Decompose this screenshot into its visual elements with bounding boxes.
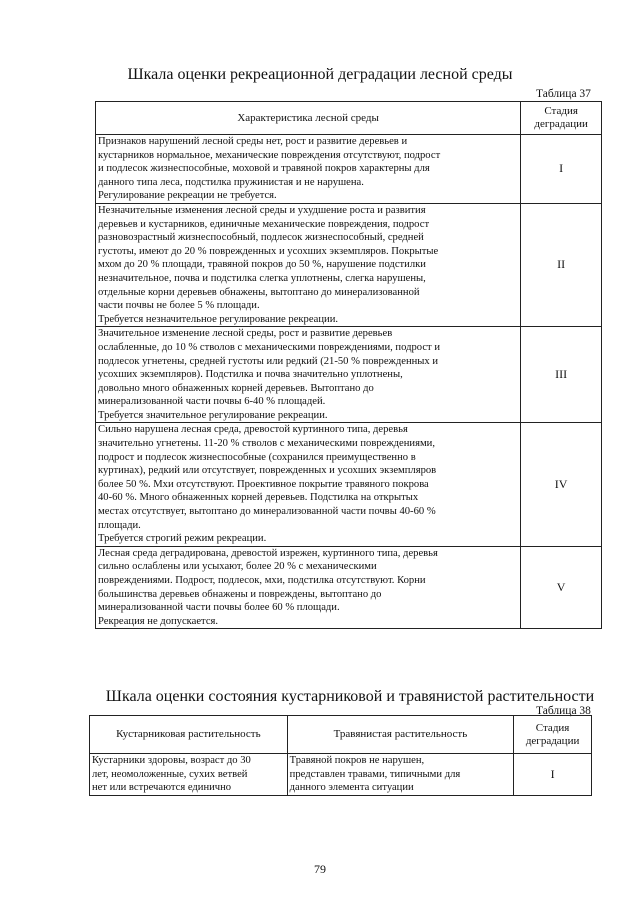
text-line: подрост и подлесок жизнеспособные (сохранился преимущественно в [98, 451, 416, 463]
text-line: значительно угнетены. 11-20 % стволов с механическими повреждениями, [98, 438, 435, 450]
text-line: Лесная среда деградирована, древостой изрежен, куртинного типа, деревья [98, 547, 438, 559]
text-line: густоты, имеют до 20 % поврежденных и усохших экземпляров. Покрытые [98, 245, 439, 257]
table-38-title: Шкала оценки состояния кустарниковой и травянистой растительности [105, 688, 595, 705]
text-line: подлесок угнетены, средней густоты или редкий (21-50 % поврежденных и [98, 355, 439, 367]
text-line: Значительное изменение лесной среды, рост и развитие деревьев [98, 328, 393, 340]
text-line: площади. [98, 519, 141, 531]
shrub-cell [90, 754, 288, 796]
text-line: отдельные корни деревьев обнажены, вытоптано до минерализованной [98, 286, 420, 298]
text-line: лет, неомоложенные, сухих ветвей [92, 768, 248, 780]
page-number: 79 [314, 862, 326, 876]
table-38-label: Таблица 38 [536, 705, 591, 717]
header-shrub: Кустарниковая растительность [90, 716, 288, 754]
text-line: части почвы не более 5 % площади. [98, 300, 260, 312]
stage-cell: IV [521, 423, 602, 546]
stage-cell: I [514, 754, 592, 796]
text-line: Регулирование рекреации не требуется. [98, 190, 277, 202]
text-line: минерализованной части почвы 6-40 % площадей. [98, 396, 326, 408]
text-line: данного элемента ситуации [289, 782, 414, 794]
table-row [96, 135, 602, 204]
text-line: местах отсутствует, вытоптано до минерализованной части почвы 40-60 % [98, 506, 436, 518]
stage-cell: I [521, 135, 602, 204]
text-line: сильно ослаблены или усыхают, более 20 % с механическими [98, 561, 377, 573]
text-line: Травяной покров не нарушен, [289, 755, 425, 766]
text-line: Рекреация не допускается. [98, 615, 219, 627]
characteristic-cell [96, 423, 521, 546]
table-38 [89, 715, 592, 796]
header-stage-38: Стадия деградации [514, 716, 592, 754]
text-line: Сильно нарушена лесная среда, древостой куртинного типа, деревья [98, 424, 408, 436]
table-37-label: Таблица 37 [536, 88, 591, 100]
stage-cell: II [521, 203, 602, 326]
characteristic-cell [96, 546, 521, 629]
header-stage: Стадия деградации [521, 102, 602, 135]
table-row [96, 203, 602, 326]
text-line: куртинах), редкий или отсутствует, поврежденных и усохших экземпляров [98, 465, 437, 477]
text-line: кустарников нормальное, механические повреждения отсутствуют, подрост [98, 149, 441, 161]
table-row [96, 546, 602, 629]
text-line: мхом до 20 % площади, травяной покров до 50 %, нарушение подстилки [98, 259, 426, 271]
table-row [96, 423, 602, 546]
text-line: данного типа леса, подстилка пружинистая и не нарушена. [98, 176, 364, 188]
text-line: Признаков нарушений лесной среды нет, рост и развитие деревьев и [98, 136, 408, 147]
table-row [96, 327, 602, 423]
table-row [90, 754, 592, 796]
text-line: ослабленные, до 10 % стволов с механическими повреждениями, подрост и [98, 341, 440, 353]
header-grass: Травянистая растительность [287, 716, 514, 754]
header-characteristic: Характеристика лесной среды [96, 102, 521, 135]
stage-cell: V [521, 546, 602, 629]
characteristic-cell [96, 327, 521, 423]
text-line: 40-60 %. Много обнаженных корней деревьев. Подстилка на открытых [98, 492, 419, 504]
text-line: Требуется значительное регулирование рекреации. [98, 409, 328, 421]
text-line: деревьев и кустарников, единичные механические повреждения, подрост [98, 218, 430, 230]
table-37-title: Шкала оценки рекреационной деградации лесной среды [127, 66, 513, 83]
stage-cell: III [521, 327, 602, 423]
text-line: Незначительные изменения лесной среды и ухудшение роста и развития [98, 204, 426, 216]
text-line: Кустарники здоровы, возраст до 30 [92, 755, 251, 766]
grass-cell [287, 754, 514, 796]
text-line: большинства деревьев обнажены и повреждены, вытоптано до [98, 588, 382, 600]
text-line: довольно много обнаженных корней деревьев. Вытоптано до [98, 382, 374, 394]
text-line: разновозрастный жизнеспособный, подлесок жизнеспособный, средней [98, 232, 424, 244]
text-line: и подлесок жизнеспособные, моховой и травяной покров характерны для [98, 163, 430, 175]
text-line: Требуется строгий режим рекреации. [98, 533, 267, 545]
text-line: повреждениями. Подрост, подлесок, мхи, подстилка отсутствуют. Корни [98, 575, 426, 586]
table-37 [95, 101, 602, 629]
text-line: Требуется незначительное регулирование рекреации. [98, 313, 339, 325]
characteristic-cell [96, 135, 521, 204]
text-line: более 50 %. Мхи отсутствуют. Проективное покрытие травяного покрова [98, 478, 429, 490]
text-line: представлен травами, типичными для [289, 768, 461, 780]
text-line: усохших экземпляров). Подстилка и почва значительно уплотнены, [98, 369, 403, 381]
text-line: нет или встречаются единично [92, 782, 232, 794]
text-line: незначительное, почва и подстилка слегка уплотнены, слегка нарушены, [98, 272, 426, 284]
text-line: минерализованной части почвы более 60 % площади. [98, 602, 340, 614]
characteristic-cell [96, 203, 521, 326]
